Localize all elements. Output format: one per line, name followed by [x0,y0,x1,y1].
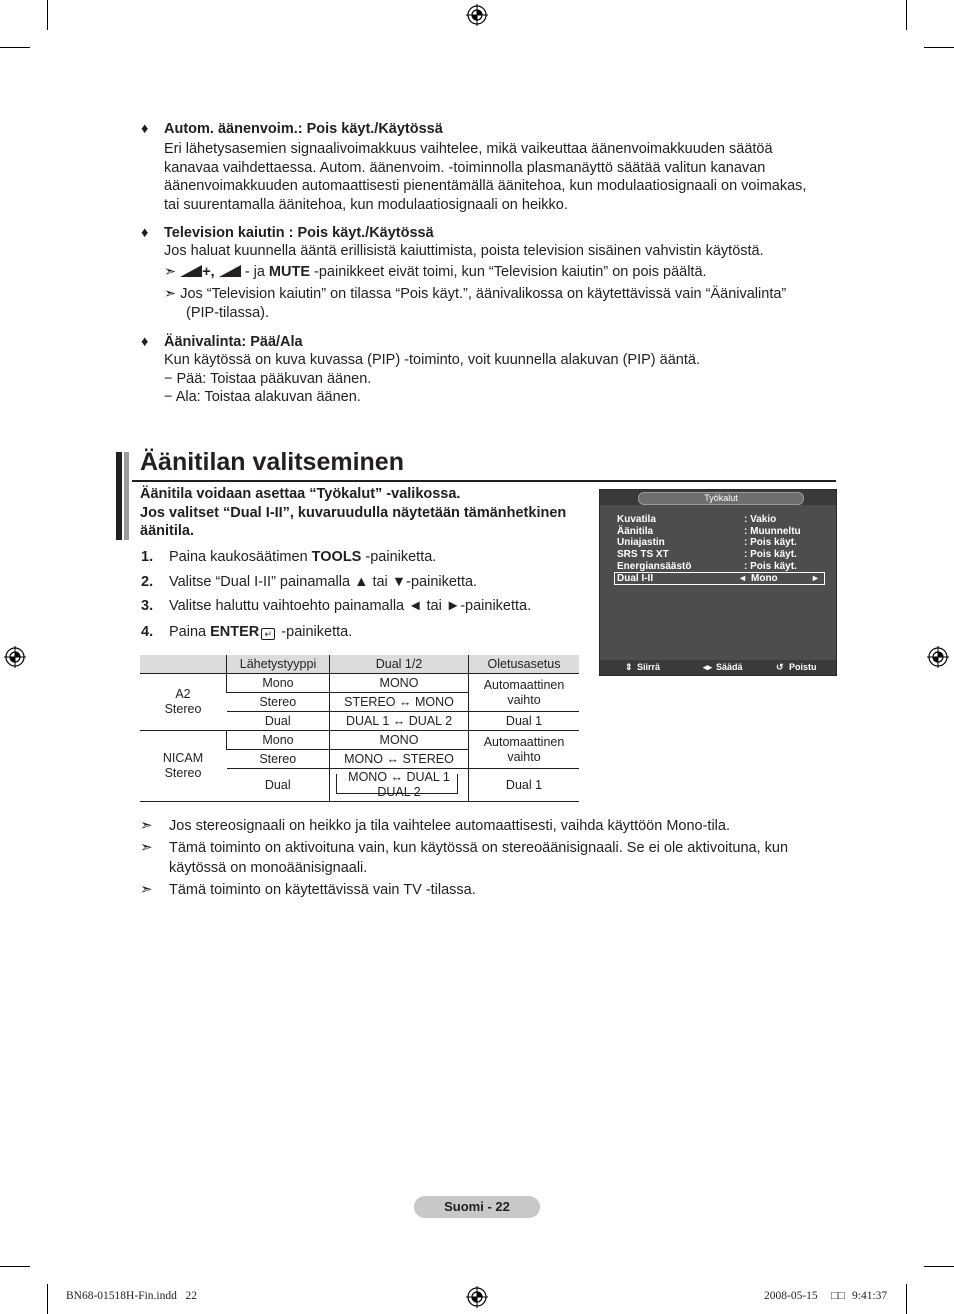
bullet-text: Eri lähetysasemien signaalivoimakkuus vaihtelee, mikä vaikeuttaa äänenvoimakkuuden säätöä [164,141,773,157]
note-icon: ➣ [140,817,153,834]
bullet-text: äänenvoimakkuuden automaattisesti pienentämällä äänitehoa, kun modulaatiosignaali on voimakas, [164,178,807,194]
table-cell: MONO [330,731,469,750]
table-header: Lähetystyyppi [227,655,330,674]
bullet-title: Autom. äänenvoim.: Pois käyt./Käytössä [164,121,443,137]
menu-item-value: : Pois käyt. [744,561,797,572]
table-header-row [140,655,579,674]
footer-file: BN68-01518H-Fin.indd 22 [66,1290,197,1302]
menu-item-label: Uniajastin [617,537,665,548]
step-text: Paina ENTER ↵ -painiketta. [169,624,353,640]
page-number-badge: Suomi - 22 [414,1196,540,1218]
tools-menu-screenshot [599,489,837,676]
step-number: 2. [141,574,154,590]
menu-item-value: : Vakio [744,514,777,525]
table-cell: Stereo [227,750,330,769]
sound-mode-table [140,655,579,802]
menu-item-label: Dual I-II [617,573,654,584]
crop-mark [924,47,954,48]
intro-text: äänitila. [140,523,194,539]
table-cell: Mono [227,674,330,693]
footer-label: Poistu [789,662,817,672]
registration-mark-icon [927,646,949,668]
table-cell: Dual [227,769,330,802]
up-down-icon: ⇕ [625,662,633,672]
table-cell: DUAL 1 ↔ DUAL 2 [330,712,469,731]
volume-icon [219,265,241,277]
bullet-text: Jos haluat kuunnella ääntä erillisistä kaiuttimista, poista television sisäinen vahvistin käytöstä. [164,243,764,259]
menu-title: Työkalut [638,492,804,505]
bullet-text: − Pää: Toistaa pääkuvan äänen. [164,371,372,387]
crop-mark [0,1266,30,1267]
footer-date: 2008-05-15 [764,1290,818,1302]
crop-mark [924,1266,954,1267]
table-cell: MONO ↔ DUAL 1 DUAL 2 [330,769,469,802]
note-line: (PIP-tilassa). [186,305,269,321]
table-header: Dual 1/2 [330,655,469,674]
menu-item-label: Äänitila [617,526,654,537]
table-row [140,674,579,693]
right-arrow-icon: ► [811,573,820,583]
title-marker [116,452,132,540]
menu-item-label: Energiansäästö [617,561,692,572]
intro-text: Äänitila voidaan asettaa “Työkalut” -valikossa. [140,486,461,502]
step-text: Paina kaukosäätimen TOOLS -painiketta. [169,549,437,565]
note-text: Jos stereosignaali on heikko ja tila vaihtelee automaattisesti, vaihda käyttöön Mono-tila. [169,818,730,834]
menu-footer [600,660,836,675]
menu-item-value: : Pois käyt. [744,549,797,560]
note-text: Jos “Television kaiutin” on tilassa “Pois käyt.”, äänivalikossa on käytettävissä vain “Äänivalinta” [180,286,787,302]
menu-item-label: Kuvatila [617,514,656,525]
bullet-icon: ♦ [141,334,149,350]
table-group-label: NICAM Stereo [140,731,227,802]
menu-header [600,490,836,505]
step-text: Valitse “Dual I-II” painamalla ▲ tai ▼-painiketta. [169,574,478,590]
bullet-title: Television kaiutin : Pois käyt./Käytössä [164,225,434,241]
note-line [164,285,836,304]
crop-mark [906,0,907,30]
table-cell: Automaattinen vaihto [469,731,580,769]
registration-mark-icon [466,1286,488,1308]
menu-item-value: Mono [751,573,778,584]
bullet-text: tai suurentamalla äänitehoa, kun modulaatiosignaali on heikko. [164,197,568,213]
bullet-text: kanavaa vaihdettaessa. Autom. äänenvoim. -toiminnolla plasmanäyttö säätää valitun kanavan [164,160,766,176]
step-text: Valitse haluttu vaihtoehto painamalla ◄ tai ►-painiketta. [169,598,532,614]
menu-item-value: : Muunneltu [744,526,801,537]
footer-time: 9:41:37 [852,1290,888,1302]
table-header [140,655,227,674]
table-row [140,731,579,750]
bullet-icon: ♦ [141,225,149,241]
table-cell: Stereo [227,693,330,712]
step-number: 4. [141,624,154,640]
menu-item-value: : Pois käyt. [744,537,797,548]
plus-label: +, [202,264,215,280]
table-cell: Dual 1 [469,769,580,802]
note-mid: - ja [240,264,269,280]
bullet-text: Kun käytössä on kuva kuvassa (PIP) -toiminto, voit kuunnella alakuvan (PIP) ääntä. [164,352,700,368]
bullet-title: Äänivalinta: Pää/Ala [164,334,303,350]
table-group-label: A2 Stereo [140,674,227,731]
menu-item-label: SRS TS XT [617,549,669,560]
crop-mark [47,0,48,30]
left-arrow-icon: ◄ [738,573,747,583]
return-icon: ↺ [776,662,784,672]
note-icon: ➣ [140,839,153,856]
crop-mark [47,1284,48,1314]
registration-mark-icon [466,4,488,26]
note-line [164,263,836,282]
step-number: 1. [141,549,154,565]
table-header: Oletusasetus [469,655,580,674]
intro-text: Jos valitset “Dual I-II”, kuvaruudulla näytetään tämänhetkinen [140,505,567,521]
note-rest: -painikkeet eivät toimi, kun “Television kaiutin” on pois päältä. [310,264,707,280]
mute-label: MUTE [268,264,311,280]
step-number: 3. [141,598,154,614]
note-icon: ➣ [140,881,153,898]
table-cell: Dual [227,712,330,731]
note-icon: ➣ [164,286,177,302]
cycle-arrow-icon [336,774,458,794]
table-cell: MONO ↔ STEREO [330,750,469,769]
note-text: käytössä on monoäänisignaali. [169,860,368,876]
note-text: Tämä toiminto on käytettävissä vain TV -tilassa. [169,882,476,898]
left-right-icon: ◂▸ [703,662,713,672]
crop-mark [906,1284,907,1314]
volume-icon [180,265,202,277]
footer-label: Säädä [716,662,743,672]
registration-mark-icon [4,646,26,668]
enter-icon: ↵ [261,628,275,640]
title-underline [132,480,836,482]
crop-mark [0,47,30,48]
note-text: Tämä toiminto on aktivoituna vain, kun käytössä on stereoäänisignaali. Se ei ole aktivoituna, kun [169,840,789,856]
section-title: Äänitilan valitseminen [140,448,404,476]
note-icon: ➣ [164,264,177,280]
table-cell: STEREO ↔ MONO [330,693,469,712]
table-cell: Automaattinen vaihto [469,674,580,712]
bullet-icon: ♦ [141,121,149,137]
bullet-text: − Ala: Toistaa alakuvan äänen. [164,389,361,405]
table-cell: Mono [227,731,330,750]
table-cell: MONO [330,674,469,693]
footer-marks: □□ [831,1290,845,1302]
table-cell: Dual 1 [469,712,580,731]
footer-label: Siirrä [637,662,661,672]
